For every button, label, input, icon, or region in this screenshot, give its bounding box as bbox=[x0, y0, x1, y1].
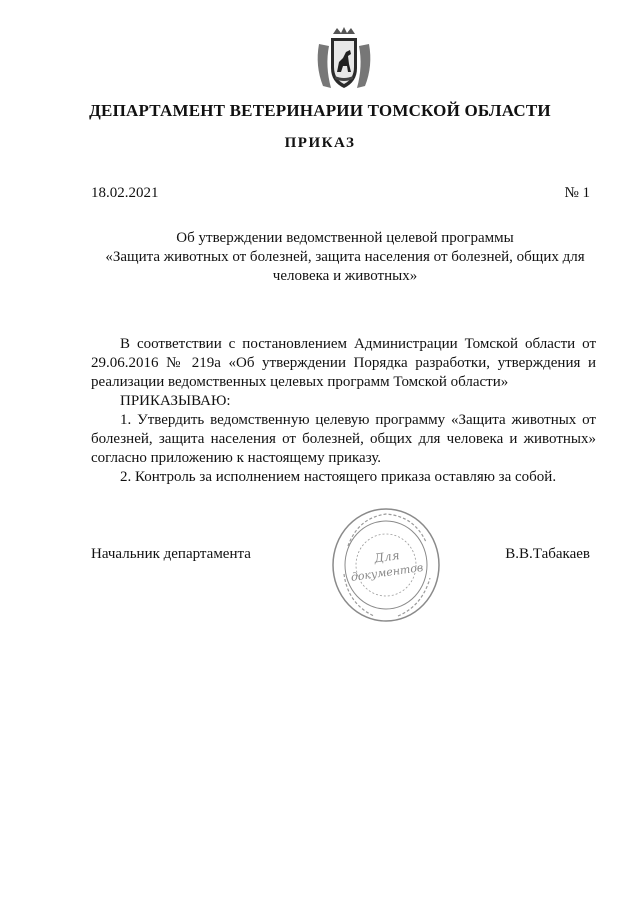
department-name: ДЕПАРТАМЕНТ ВЕТЕРИНАРИИ ТОМСКОЙ ОБЛАСТИ bbox=[89, 101, 551, 120]
signatory-position: Начальник департамента bbox=[91, 546, 251, 562]
order-subject bbox=[80, 229, 610, 286]
order-item-2: 2. Контроль за исполнением настоящего приказа оставляю за собой. bbox=[120, 469, 557, 485]
subject-line-1: Об утверждении ведомственной целевой программы bbox=[176, 230, 514, 246]
order-date: 18.02.2021 bbox=[91, 185, 159, 201]
preamble-paragraph: В соответствии с постановлением Администрации Томской области от 29.06.2016 № 219а «Об утверждении Порядка разработки, утверждения и реализации ведомственных целевых программ Томской области» bbox=[91, 336, 596, 390]
order-number: № 1 bbox=[564, 185, 590, 201]
stamp-text-line-1: Для bbox=[373, 548, 401, 566]
coat-of-arms-icon bbox=[313, 26, 375, 94]
official-stamp bbox=[330, 506, 442, 624]
order-word: ПРИКАЗЫВАЮ: bbox=[120, 393, 231, 409]
subject-line-2: «Защита животных от болезней, защита населения от болезней, общих для bbox=[105, 249, 585, 265]
signatory-name: В.В.Табакаев bbox=[505, 546, 590, 562]
order-body bbox=[91, 335, 596, 487]
subject-line-3: человека и животных» bbox=[272, 268, 418, 284]
document-type-title: ПРИКАЗ bbox=[284, 135, 356, 151]
stamp-text-line-2: документов bbox=[350, 560, 425, 584]
order-item-1: 1. Утвердить ведомственную целевую программу «Защита животных от болезней, защита населения от болезней, общих для человека и животных» согласно приложению к настоящему приказу. bbox=[91, 412, 596, 466]
